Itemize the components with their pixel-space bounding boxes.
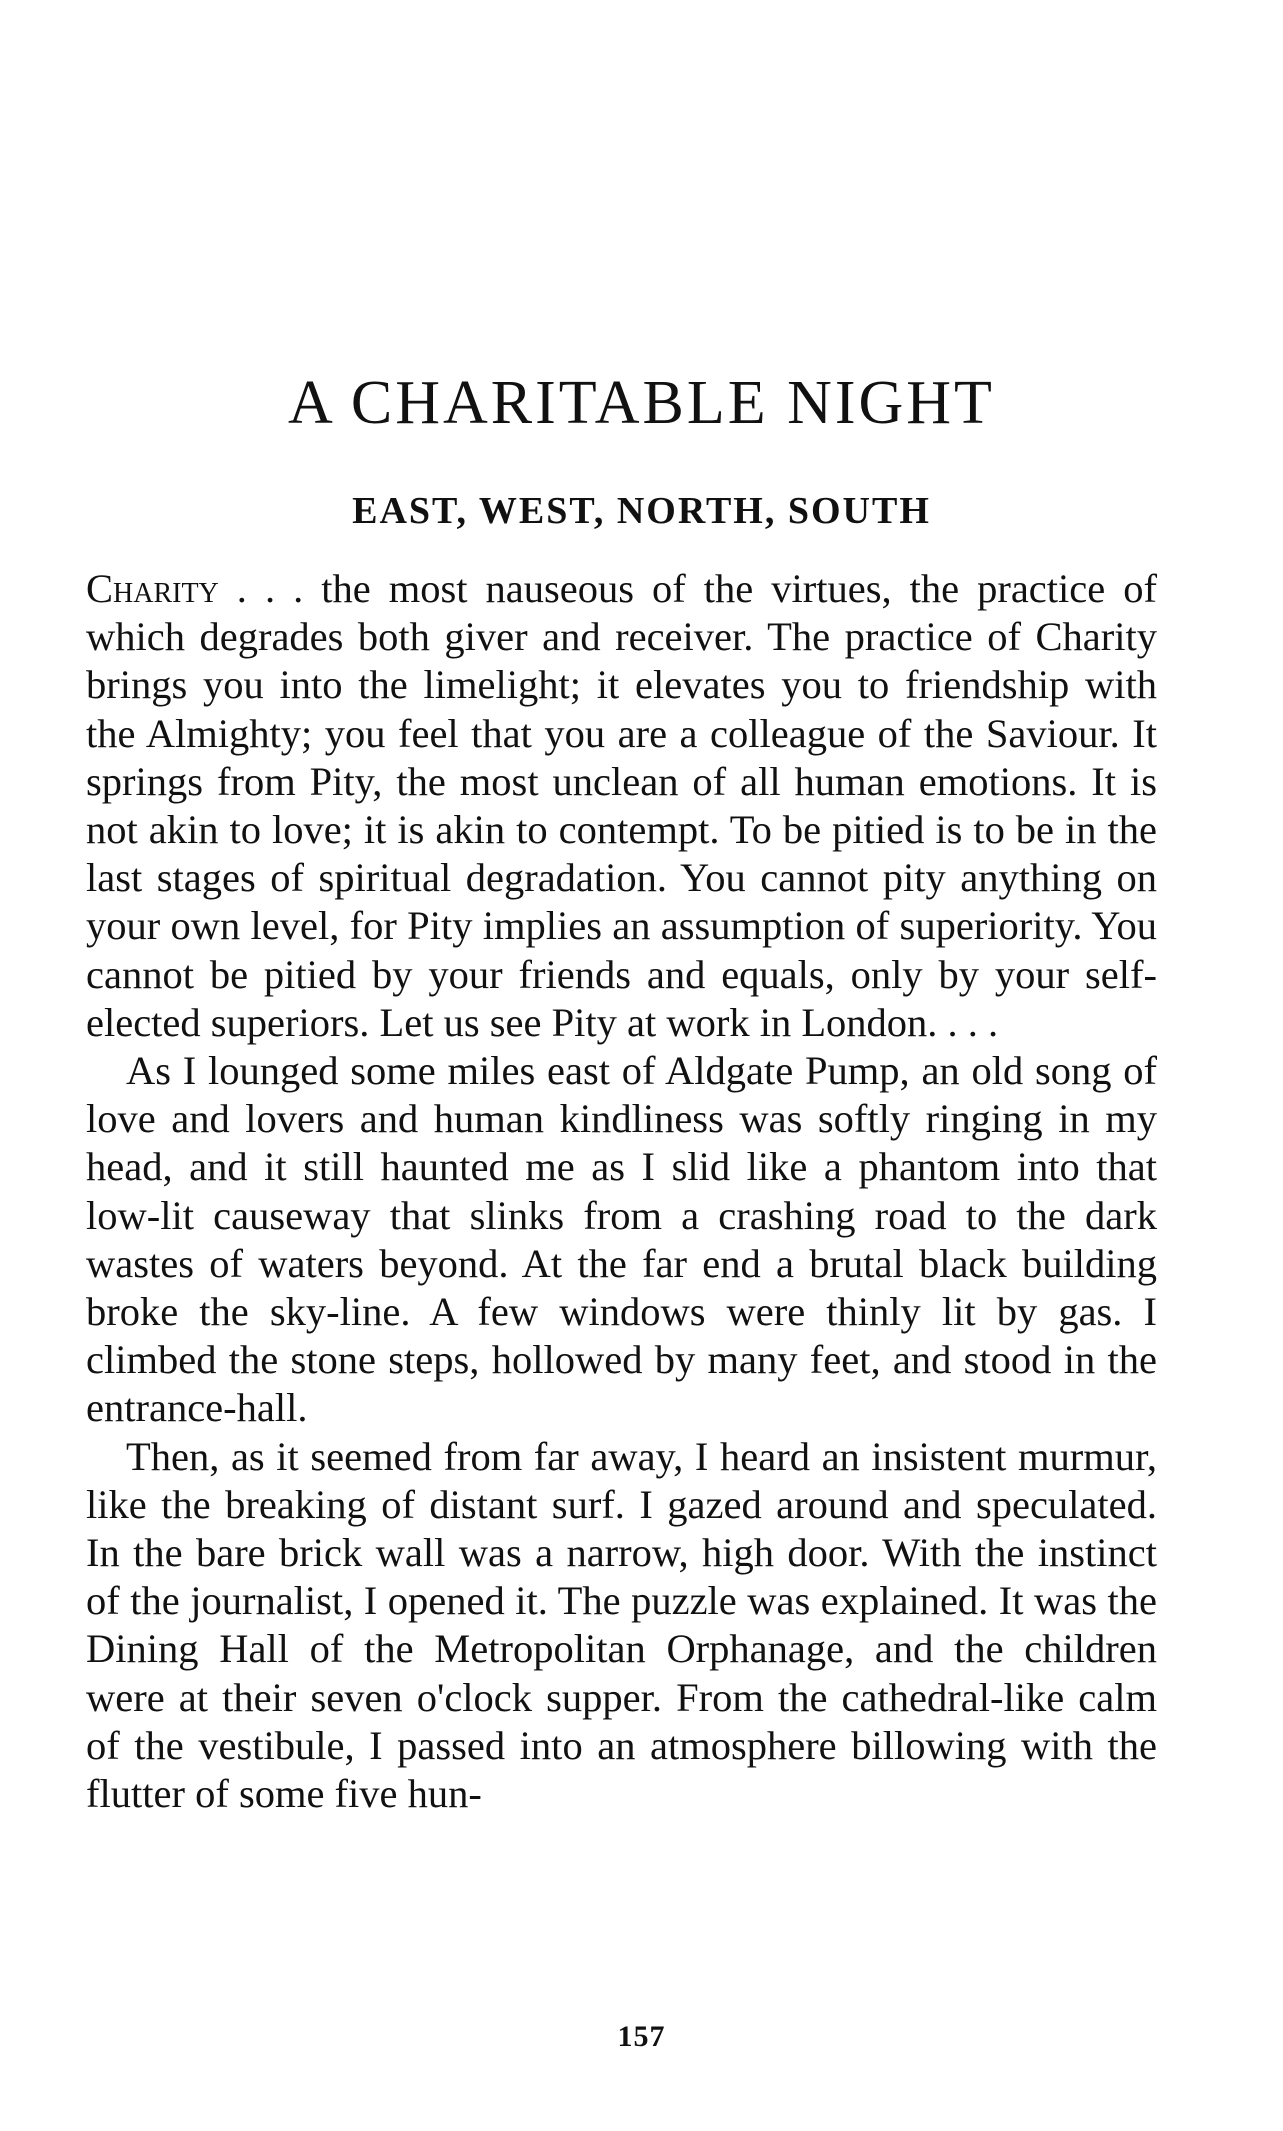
- chapter-title: A CHARITABLE NIGHT: [288, 369, 995, 437]
- opening-word: Charity: [86, 566, 219, 611]
- chapter-subtitle: EAST, WEST, NORTH, SOUTH: [352, 490, 931, 532]
- page-number: 157: [617, 2020, 666, 2053]
- paragraph-2: As I lounged some miles east of Aldgate Pump, an old song of love and lovers and human kindliness was softly ringing in my head, and it still haunted me as I slid like a phantom into that low-lit causeway that slinks from a crashing road to the dark wastes of waters beyond. At the far end a brutal black building broke the sky-line. A few windows were thinly lit by gas. I climbed the stone steps, hollowed by many feet, and stood in the entrance-hall.: [86, 1048, 1157, 1431]
- body-text: [86, 565, 1157, 1818]
- paragraph-1: [86, 565, 1157, 1047]
- paragraph-3: Then, as it seemed from far away, I heard an insistent murmur, like the breaking of distant surf. I gazed around and speculated. In the bare brick wall was a narrow, high door. With the instinct of the journalist, I opened it. The puzzle was explained. It was the Dining Hall of the Metropolitan Orphanage, and the children were at their seven o'clock supper. From the cathedral-like calm of the vestibule, I passed into an atmosphere billowing with the flutter of some five hun-: [86, 1433, 1157, 1817]
- paragraph-1-text: . . . the most nauseous of the virtues, the practice of which degrades both giver and receiver. The practice of Charity brings you into the limelight; it elevates you to friendship with the Almighty; you feel that you are a colleague of the Saviour. It springs from Pity, the most unclean of all human emotions. It is not akin to love; it is akin to contempt. To be pitied is to be in the last stages of spiritual degradation. You cannot pity anything on your own level, for Pity implies an assumption of superiority. You cannot be pitied by your friends and equals, only by your self-elected superiors. Let us see Pity at work in London. . . .: [86, 566, 1157, 1045]
